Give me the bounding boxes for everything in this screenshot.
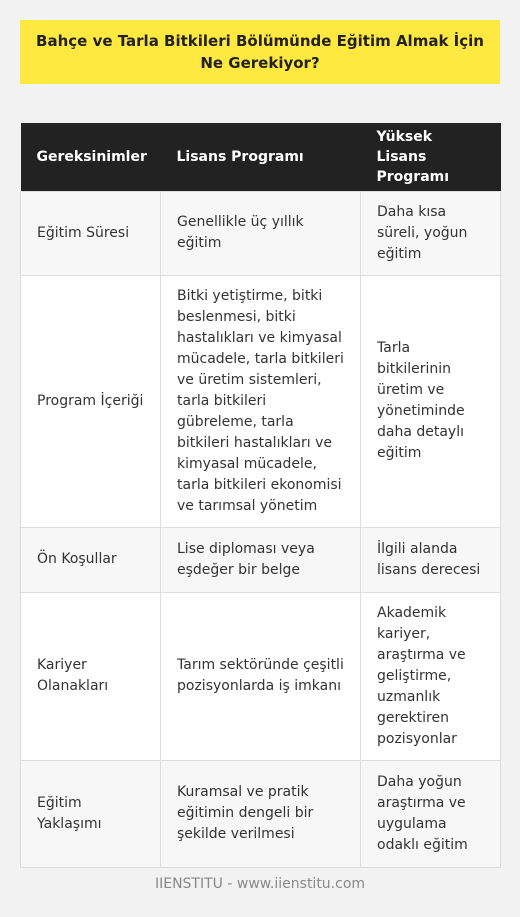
row-label: Program İçeriği [21, 275, 161, 527]
column-header-bachelor: Lisans Programı [161, 123, 361, 191]
footer-credit: IIENSTITU - www.iienstitu.com [154, 876, 366, 892]
master-cell: Akademik kariyer, araştırma ve geliştirme, uzmanlık gerektiren pozisyonlar [361, 592, 501, 760]
row-label: Eğitim Yaklaşımı [21, 760, 161, 867]
bachelor-cell: Kuramsal ve pratik eğitimin dengeli bir şekilde verilmesi [161, 760, 361, 867]
comparison-table [20, 123, 501, 868]
comparison-table-container [20, 123, 500, 868]
column-header-requirements: Gereksinimler [21, 123, 161, 191]
master-cell: Daha yoğun araştırma ve uygulama odaklı eğitim [361, 760, 501, 867]
table-row [21, 760, 501, 867]
bachelor-cell: Genellikle üç yıllık eğitim [161, 191, 361, 275]
row-label: Ön Koşullar [21, 527, 161, 592]
row-label: Eğitim Süresi [21, 191, 161, 275]
table-row [21, 275, 501, 527]
master-cell: Tarla bitkilerinin üretim ve yönetiminde daha detaylı eğitim [361, 275, 501, 527]
table-row [21, 191, 501, 275]
page-title: Bahçe ve Tarla Bitkileri Bölümünde Eğitim Almak İçin Ne Gerekiyor? [36, 32, 484, 72]
master-cell: Daha kısa süreli, yoğun eğitim [361, 191, 501, 275]
table-row [21, 527, 501, 592]
master-cell: İlgili alanda lisans derecesi [361, 527, 501, 592]
column-header-master: Yüksek Lisans Programı [361, 123, 501, 191]
bachelor-cell: Tarım sektöründe çeşitli pozisyonlarda iş imkanı [161, 592, 361, 760]
table-header-row [21, 123, 501, 191]
bachelor-cell: Bitki yetiştirme, bitki beslenmesi, bitki hastalıkları ve kimyasal mücadele, tarla bitkileri ve üretim sistemleri, tarla bitkileri gübreleme, tarla bitkileri hastalıkları ve kimyasal mücadele, tarla bitkileri ekonomisi ve tarımsal yönetim [161, 275, 361, 527]
table-row [21, 592, 501, 760]
bachelor-cell: Lise diploması veya eşdeğer bir belge [161, 527, 361, 592]
row-label: Kariyer Olanakları [21, 592, 161, 760]
title-banner [20, 20, 500, 84]
